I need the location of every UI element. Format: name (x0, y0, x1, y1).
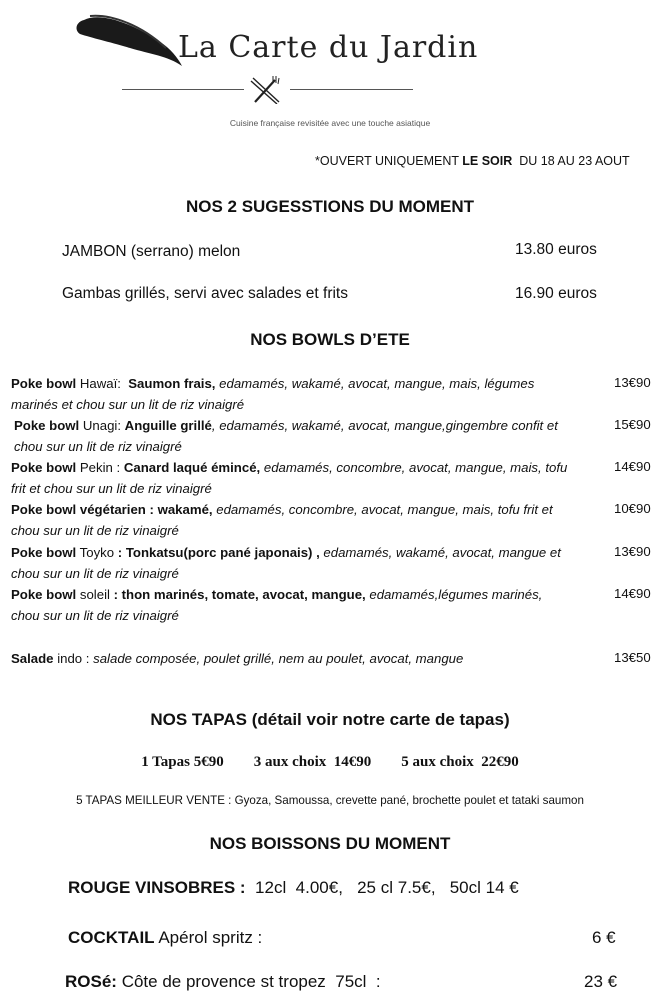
drink-desc: 12cl 4.00€, 25 cl 7.5€, 50cl 14 € (245, 878, 519, 897)
salad-item (11, 648, 611, 669)
drink-label: COCKTAIL (68, 928, 155, 947)
bowl-price: 13€90 (614, 375, 651, 390)
opening-notice (315, 154, 630, 168)
notice-emphasis: LE SOIR (462, 154, 513, 168)
bowl-label: Poke bowl (11, 460, 77, 475)
divider-left (122, 89, 244, 90)
bowl-label: Poke bowl (14, 418, 80, 433)
drink-item-rouge (68, 878, 519, 898)
bowl-main: : Tonkatsu(porc pané japonais) , (117, 545, 320, 560)
drink-price: 23 € (584, 972, 618, 991)
bowl-main: Anguille grillé (124, 418, 212, 433)
drinks-heading: NOS BOISSONS DU MOMENT (209, 834, 451, 853)
salad-label: Salade (11, 651, 54, 666)
bowl-price: 14€90 (614, 586, 651, 601)
bowl-label: Poke bowl (11, 545, 77, 560)
bowl-price: 15€90 (614, 417, 651, 432)
suggestions-heading: NOS 2 SUGESSTIONS DU MOMENT (185, 197, 475, 216)
drink-desc: Côte de provence st tropez 75cl : (116, 972, 381, 991)
bowl-price: 14€90 (614, 459, 651, 474)
bowl-item (11, 457, 571, 499)
suggestion-name: Gambas grillés, servi avec salades et frits (62, 285, 348, 302)
tapas-price-3: 3 aux choix 14€90 (253, 754, 372, 770)
bowl-desc: , edamamés, wakamé, avocat, mangue,gingembre confit et chou sur un lit de riz vinaigré (14, 418, 558, 454)
suggestion-price: 16.90 euros (515, 285, 597, 302)
drink-price: 6 € (592, 928, 616, 947)
tapas-price-1: 1 Tapas 5€90 (141, 754, 224, 770)
drink-desc: Apérol spritz : (154, 928, 263, 947)
bowl-main: végétarien : wakamé, (79, 502, 213, 517)
tapas-heading: NOS TAPAS (détail voir notre carte de tapas) (150, 710, 510, 729)
bowl-price: 13€90 (614, 544, 651, 559)
bowl-main: : thon marinés, tomate, avocat, mangue, (113, 587, 366, 602)
bowl-label: Poke bowl (11, 587, 77, 602)
notice-suffix: DU 18 AU 23 AOUT (512, 154, 630, 168)
bowls-heading: NOS BOWLS D’ETE (250, 330, 410, 349)
salad-price: 13€50 (614, 650, 651, 665)
tapas-price-5: 5 aux choix 22€90 (401, 754, 519, 770)
bowl-desc: edamamés, concombre, avocat, mangue, mais, tofu frit et chou sur un lit de riz vinaigré (11, 502, 553, 538)
bowl-variant: Pekin : (76, 460, 124, 475)
drink-label: ROSé: (65, 972, 117, 991)
bowl-desc: edamamés, wakamé, avocat, mangue, mais, légumes marinés et chou sur un lit de riz vinaigré (11, 376, 535, 412)
bowl-item (11, 499, 571, 541)
tagline: Cuisine française revisitée avec une touche asiatique (229, 118, 431, 128)
divider-right (290, 89, 413, 90)
bowl-desc: edamamés,légumes marinés, chou sur un lit de riz vinaigré (11, 587, 543, 623)
tapas-prices (0, 754, 660, 771)
bowl-item (11, 373, 571, 415)
notice-prefix: *OUVERT UNIQUEMENT (315, 154, 463, 168)
bowl-variant: Hawaï: (76, 376, 129, 391)
bowl-label: Poke bowl (11, 502, 77, 517)
salad-variant: indo : (53, 651, 94, 666)
suggestion-name: JAMBON (serrano) melon (62, 243, 241, 260)
bowl-item (14, 415, 574, 457)
salad-desc: salade composée, poulet grillé, nem au poulet, avocat, mangue (93, 651, 464, 666)
bowl-item (11, 584, 571, 626)
drink-item-rose (65, 972, 381, 992)
tapas-best-sellers: 5 TAPAS MEILLEUR VENTE : Gyoza, Samoussa, crevette pané, brochette poulet et tataki saumon (76, 794, 584, 807)
bowl-variant: Unagi: (79, 418, 125, 433)
bowl-item (11, 542, 571, 584)
bowl-variant: Toyko (76, 545, 118, 560)
crossed-fork-chopsticks-icon (249, 74, 283, 104)
drink-item-cocktail (68, 928, 262, 948)
restaurant-title: La Carte du Jardin (178, 30, 479, 65)
drink-label: ROUGE VINSOBRES : (68, 878, 246, 897)
bowl-variant: soleil (76, 587, 114, 602)
bowl-desc: edamamés, wakamé, avocat, mangue et chou sur un lit de riz vinaigré (11, 545, 561, 581)
bowl-label: Poke bowl (11, 376, 77, 391)
brush-stroke-icon (70, 8, 190, 68)
bowl-price: 10€90 (614, 501, 651, 516)
bowl-desc: edamamés, concombre, avocat, mangue, mais, tofu frit et chou sur un lit de riz vinaigré (11, 460, 568, 496)
bowl-main: Saumon frais, (128, 376, 216, 391)
bowl-main: Canard laqué émincé, (123, 460, 261, 475)
suggestion-price: 13.80 euros (515, 241, 597, 258)
